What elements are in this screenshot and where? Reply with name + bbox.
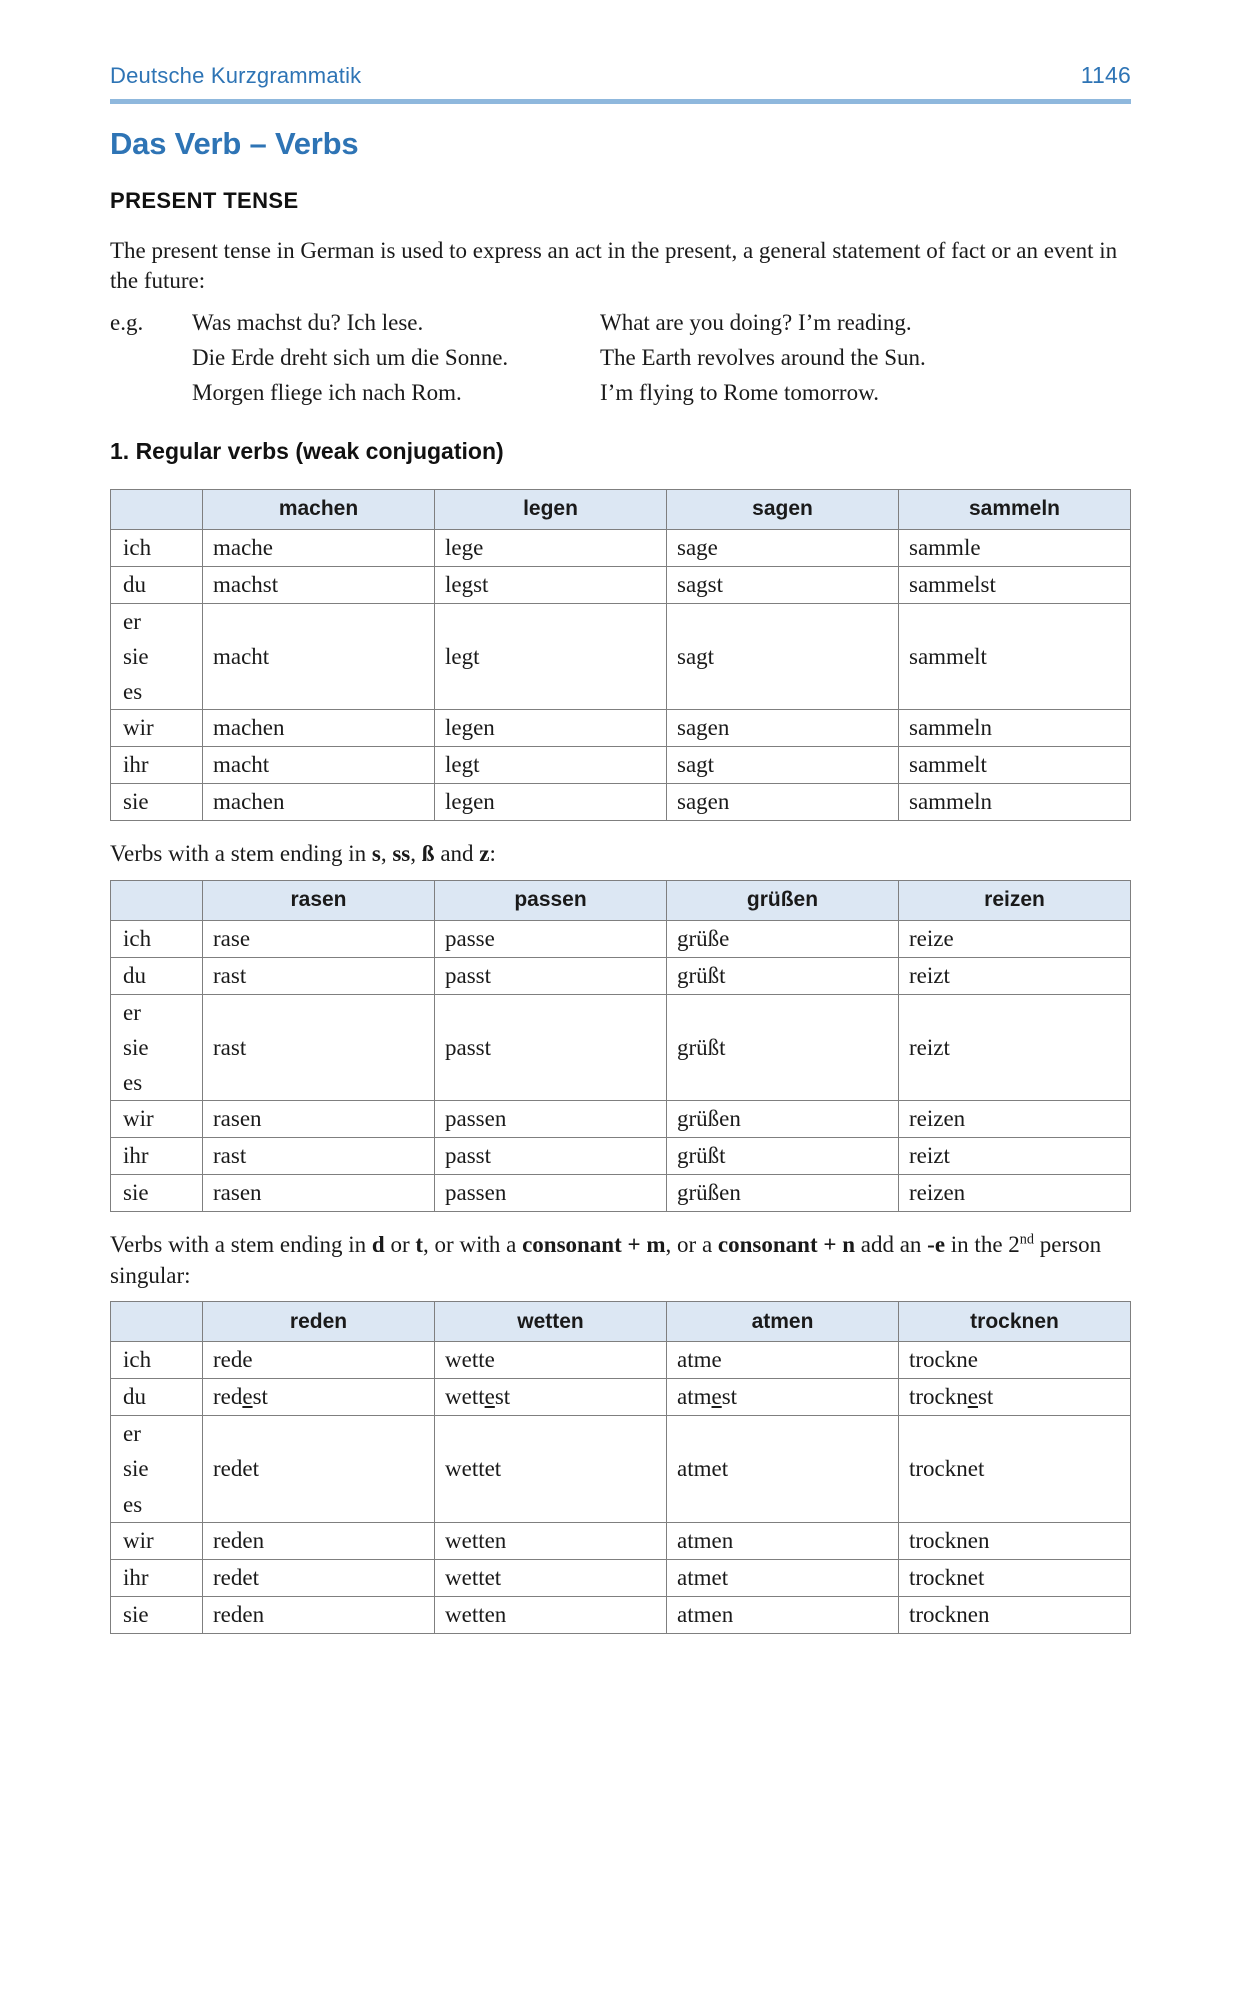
pronoun-es: es — [123, 679, 143, 705]
pronoun-er: er — [123, 1421, 141, 1447]
table-row — [111, 1101, 1131, 1138]
note1-pre: Verbs with a stem ending in — [110, 841, 372, 867]
table-row — [111, 994, 1131, 1100]
subsection-title: PRESENT TENSE — [110, 188, 299, 213]
table-row — [111, 1596, 1131, 1633]
cell: atmen — [667, 1596, 899, 1633]
note1-b3: ß — [421, 841, 435, 867]
table3-header-blank — [111, 1302, 203, 1342]
table-wrapper-2 — [110, 880, 1131, 1212]
table-header-row — [111, 489, 1131, 529]
cell: legt — [435, 603, 667, 709]
cell: grüßt — [667, 994, 899, 1100]
note-stem-s-ss-sz-z — [110, 839, 1131, 870]
cell: sagen — [667, 710, 899, 747]
cell: redest — [203, 1379, 435, 1416]
table-row — [111, 603, 1131, 709]
cell: passt — [435, 957, 667, 994]
cell: reizen — [899, 1175, 1131, 1212]
cell: reden — [203, 1596, 435, 1633]
cell: legt — [435, 747, 667, 784]
cell: grüßen — [667, 1175, 899, 1212]
pronoun-er-sie-es — [111, 994, 203, 1100]
cell: reden — [203, 1522, 435, 1559]
cell: machen — [203, 784, 435, 821]
table-row — [111, 1379, 1131, 1416]
intro-paragraph: The present tense in German is used to express an act in the present, a general statement of fact or an event in the future: — [110, 238, 1118, 294]
note1-mid3: and — [434, 841, 480, 867]
cell: sammelst — [899, 566, 1131, 603]
cell: machen — [203, 710, 435, 747]
cell: trockne — [899, 1342, 1131, 1379]
cell: rasen — [203, 1101, 435, 1138]
table1-header-blank — [111, 489, 203, 529]
pronoun-wir: wir — [111, 1522, 203, 1559]
table-row — [111, 1175, 1131, 1212]
pronoun-ich: ich — [111, 1342, 203, 1379]
pronoun-ihr: ihr — [111, 1559, 203, 1596]
table-row — [111, 784, 1131, 821]
section-title: Das Verb – Verbs — [110, 126, 359, 161]
cell: macht — [203, 603, 435, 709]
cell: sage — [667, 529, 899, 566]
header-rule — [110, 99, 1131, 104]
table1-header-sammeln: sammeln — [899, 489, 1131, 529]
cell: wetten — [435, 1522, 667, 1559]
cell: grüßt — [667, 1138, 899, 1175]
table1-header-sagen: sagen — [667, 489, 899, 529]
running-head — [110, 62, 1131, 89]
pronoun-sie: sie — [123, 1456, 149, 1482]
cell: sagt — [667, 603, 899, 709]
cell: sagst — [667, 566, 899, 603]
table-wrapper-3 — [110, 1301, 1131, 1633]
note1-post: : — [489, 841, 496, 867]
conjugation-table-2 — [110, 880, 1131, 1212]
table2-header-passen: passen — [435, 880, 667, 920]
table1-header-legen: legen — [435, 489, 667, 529]
cell: atmest — [667, 1379, 899, 1416]
cell: sammeln — [899, 784, 1131, 821]
table-row — [111, 1559, 1131, 1596]
example-label-spacer — [110, 342, 192, 373]
pronoun-du: du — [111, 566, 203, 603]
cell: atme — [667, 1342, 899, 1379]
cell: rede — [203, 1342, 435, 1379]
cell: trocknet — [899, 1416, 1131, 1522]
running-head-title: Deutsche Kurzgrammatik — [110, 63, 362, 88]
pronoun-er-sie-es — [111, 603, 203, 709]
cell: reizt — [899, 957, 1131, 994]
cell: legst — [435, 566, 667, 603]
pronoun-ihr: ihr — [111, 1138, 203, 1175]
table-wrapper-1 — [110, 489, 1131, 821]
table-row — [111, 566, 1131, 603]
numbered-heading-1: 1. Regular verbs (weak conjugation) — [110, 437, 504, 464]
note1-b2: ss — [392, 841, 411, 867]
note1-b4: z — [479, 841, 490, 867]
cell: rast — [203, 957, 435, 994]
table3-header-wetten: wetten — [435, 1302, 667, 1342]
cell: wetten — [435, 1596, 667, 1633]
cell: reize — [899, 920, 1131, 957]
cell: rast — [203, 994, 435, 1100]
cell: machst — [203, 566, 435, 603]
example-german-1: Was machst du? Ich lese. — [192, 309, 424, 335]
page-number: 1146 — [1080, 62, 1131, 88]
cell: atmen — [667, 1522, 899, 1559]
table-row — [111, 1522, 1131, 1559]
cell: reizt — [899, 1138, 1131, 1175]
cell: passt — [435, 994, 667, 1100]
table-row — [111, 1138, 1131, 1175]
cell: wettet — [435, 1416, 667, 1522]
table3-header-atmen: atmen — [667, 1302, 899, 1342]
cell: grüßen — [667, 1101, 899, 1138]
table-row — [111, 920, 1131, 957]
pronoun-er: er — [123, 608, 141, 634]
cell: rasen — [203, 1175, 435, 1212]
pronoun-es: es — [123, 1070, 143, 1096]
pronoun-ich: ich — [111, 920, 203, 957]
table-row — [111, 1416, 1131, 1522]
note1-b1: s — [371, 841, 381, 867]
table2-header-reizen: reizen — [899, 880, 1131, 920]
note1-mid1: , — [380, 841, 393, 867]
cell: rast — [203, 1138, 435, 1175]
cell: legen — [435, 710, 667, 747]
pronoun-wir: wir — [111, 710, 203, 747]
pronoun-sie-plural: sie — [111, 784, 203, 821]
example-german-3: Morgen fliege ich nach Rom. — [192, 379, 462, 405]
cell: mache — [203, 529, 435, 566]
cell: trocknen — [899, 1522, 1131, 1559]
pronoun-sie-plural: sie — [111, 1175, 203, 1212]
table-row — [111, 747, 1131, 784]
example-english-3: I’m flying to Rome tomorrow. — [600, 379, 879, 405]
conjugation-table-1 — [110, 489, 1131, 821]
cell: redet — [203, 1416, 435, 1522]
cell: sammle — [899, 529, 1131, 566]
cell: passen — [435, 1175, 667, 1212]
table2-header-gruessen: grüßen — [667, 880, 899, 920]
cell: reizen — [899, 1101, 1131, 1138]
example-label: e.g. — [110, 309, 144, 335]
table-row — [111, 710, 1131, 747]
pronoun-sie: sie — [123, 1034, 149, 1060]
cell: macht — [203, 747, 435, 784]
cell: reizt — [899, 994, 1131, 1100]
cell: redet — [203, 1559, 435, 1596]
pronoun-ich: ich — [111, 529, 203, 566]
cell: trocknet — [899, 1559, 1131, 1596]
example-english-1: What are you doing? I’m reading. — [600, 309, 912, 335]
note1-mid2: , — [410, 841, 422, 867]
table1-header-machen: machen — [203, 489, 435, 529]
cell: sagen — [667, 784, 899, 821]
pronoun-sie-plural: sie — [111, 1596, 203, 1633]
cell: trocknest — [899, 1379, 1131, 1416]
cell: wette — [435, 1342, 667, 1379]
cell: atmet — [667, 1559, 899, 1596]
cell: trocknen — [899, 1596, 1131, 1633]
cell: passt — [435, 1138, 667, 1175]
conjugation-table-3 — [110, 1301, 1131, 1633]
cell: passen — [435, 1101, 667, 1138]
table3-header-reden: reden — [203, 1302, 435, 1342]
table-header-row — [111, 1302, 1131, 1342]
pronoun-es: es — [123, 1491, 143, 1517]
pronoun-du: du — [111, 957, 203, 994]
cell: legen — [435, 784, 667, 821]
cell: sagt — [667, 747, 899, 784]
cell: sammelt — [899, 603, 1131, 709]
table-row — [111, 1342, 1131, 1379]
note-stem-d-t-consonant: Verbs with a stem ending in d or t, or with a consonant + m, or a consonant + n add an -e in the 2nd person singular: — [110, 1231, 1102, 1288]
pronoun-er: er — [123, 999, 141, 1025]
cell: lege — [435, 529, 667, 566]
table-row — [111, 957, 1131, 994]
table2-header-blank — [111, 880, 203, 920]
cell: rase — [203, 920, 435, 957]
example-block — [110, 307, 1131, 408]
table2-header-rasen: rasen — [203, 880, 435, 920]
cell: sammelt — [899, 747, 1131, 784]
example-german-2: Die Erde dreht sich um die Sonne. — [192, 344, 509, 370]
pronoun-du: du — [111, 1379, 203, 1416]
cell: grüßt — [667, 957, 899, 994]
table3-header-trocknen: trocknen — [899, 1302, 1131, 1342]
table-row — [111, 529, 1131, 566]
cell: sammeln — [899, 710, 1131, 747]
cell: grüße — [667, 920, 899, 957]
example-english-2: The Earth revolves around the Sun. — [600, 344, 926, 370]
pronoun-ihr: ihr — [111, 747, 203, 784]
example-label-spacer-2 — [110, 377, 192, 408]
pronoun-wir: wir — [111, 1101, 203, 1138]
cell: passe — [435, 920, 667, 957]
cell: atmet — [667, 1416, 899, 1522]
pronoun-er-sie-es — [111, 1416, 203, 1522]
cell: wettet — [435, 1559, 667, 1596]
pronoun-sie: sie — [123, 643, 149, 669]
table-header-row — [111, 880, 1131, 920]
cell: wettest — [435, 1379, 667, 1416]
